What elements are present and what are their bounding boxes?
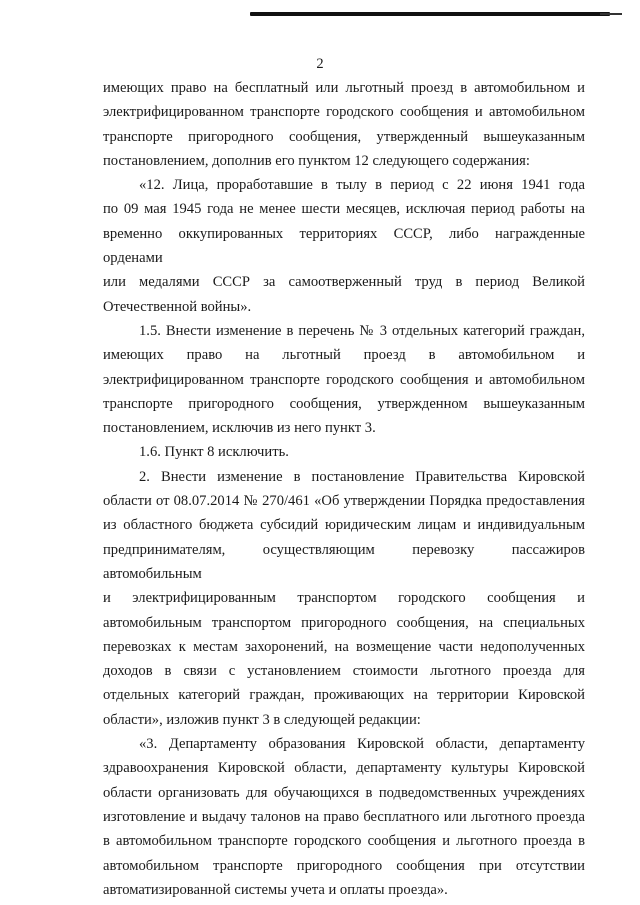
text-line: перевозках к местам захоронений, на возмещение части недополученных — [103, 638, 585, 655]
text-line: из областного бюджета субсидий юридическим лицам и индивидуальным — [103, 517, 585, 534]
text-line: области организовать для обучающихся в подведомственных учреждениях — [103, 784, 585, 801]
header-rule-tail — [600, 13, 622, 15]
text-line: 1.5. Внести изменение в перечень № 3 отдельных категорий граждан, — [139, 322, 585, 339]
document-body — [103, 76, 585, 902]
text-line: доходов в связи с установлением стоимости льготного проезда для — [103, 663, 585, 680]
text-line: «3. Департаменту образования Кировской области, департаменту — [139, 736, 585, 753]
text-line: имеющих право на льготный проезд в автомобильном и — [103, 347, 585, 364]
text-line: электрифицированном транспорте городского сообщения и автомобильном — [103, 104, 585, 121]
text-line: электрифицированном транспорте городского сообщения и автомобильном — [103, 371, 585, 388]
text-line: или медалями СССР за самоотверженный труд в период Великой — [103, 274, 585, 291]
text-line: автомобильном транспорте пригородного сообщения при отсутствии — [103, 857, 585, 874]
text-line: здравоохранения Кировской области, департаменту культуры Кировской — [103, 760, 585, 777]
text-line: 1.6. Пункт 8 исключить. — [139, 444, 289, 461]
text-line: области от 08.07.2014 № 270/461 «Об утверждении Порядка предоставления — [103, 493, 585, 510]
text-line: «12. Лица, проработавшие в тылу в период с 22 июня 1941 года — [139, 177, 585, 194]
text-line: 2. Внести изменение в постановление Правительства Кировской — [139, 468, 585, 485]
text-line: имеющих право на бесплатный или льготный проезд в автомобильном и — [103, 80, 585, 96]
text-line: отдельных категорий граждан, проживающих на территории Кировской — [103, 687, 585, 704]
text-line: автомобильным транспортом пригородного сообщения, на специальных — [103, 614, 585, 631]
page-number: 2 — [316, 56, 324, 72]
text-line: временно оккупированных территориях СССР, либо награжденные орденами — [103, 225, 585, 267]
text-line: постановлением, дополнив его пунктом 12 следующего содержания: — [103, 152, 530, 169]
text-line: предпринимателям, осуществляющим перевозку пассажиров автомобильным — [103, 541, 585, 582]
text-line: и электрифицированным транспортом городского сообщения и — [103, 590, 585, 607]
text-line: Отечественной войны». — [103, 298, 252, 315]
text-line: изготовление и выдачу талонов на право бесплатного или льготного проезда — [103, 808, 585, 825]
text-line: транспорте пригородного сообщения, утвержденном вышеуказанным — [103, 395, 585, 412]
text-line: автоматизированной системы учета и оплаты проезда». — [103, 881, 448, 898]
text-line: постановлением, исключив из него пункт 3. — [103, 420, 376, 437]
text-line: области», изложив пункт 3 в следующей редакции: — [103, 711, 421, 728]
text-line: в автомобильном транспорте городского сообщения и льготного проезда в — [103, 833, 585, 850]
header-rule — [250, 12, 610, 16]
text-line: транспорте пригородного сообщения, утвержденный вышеуказанным — [103, 128, 585, 145]
text-line: по 09 мая 1945 года не менее шести месяцев, исключая период работы на — [103, 201, 585, 218]
